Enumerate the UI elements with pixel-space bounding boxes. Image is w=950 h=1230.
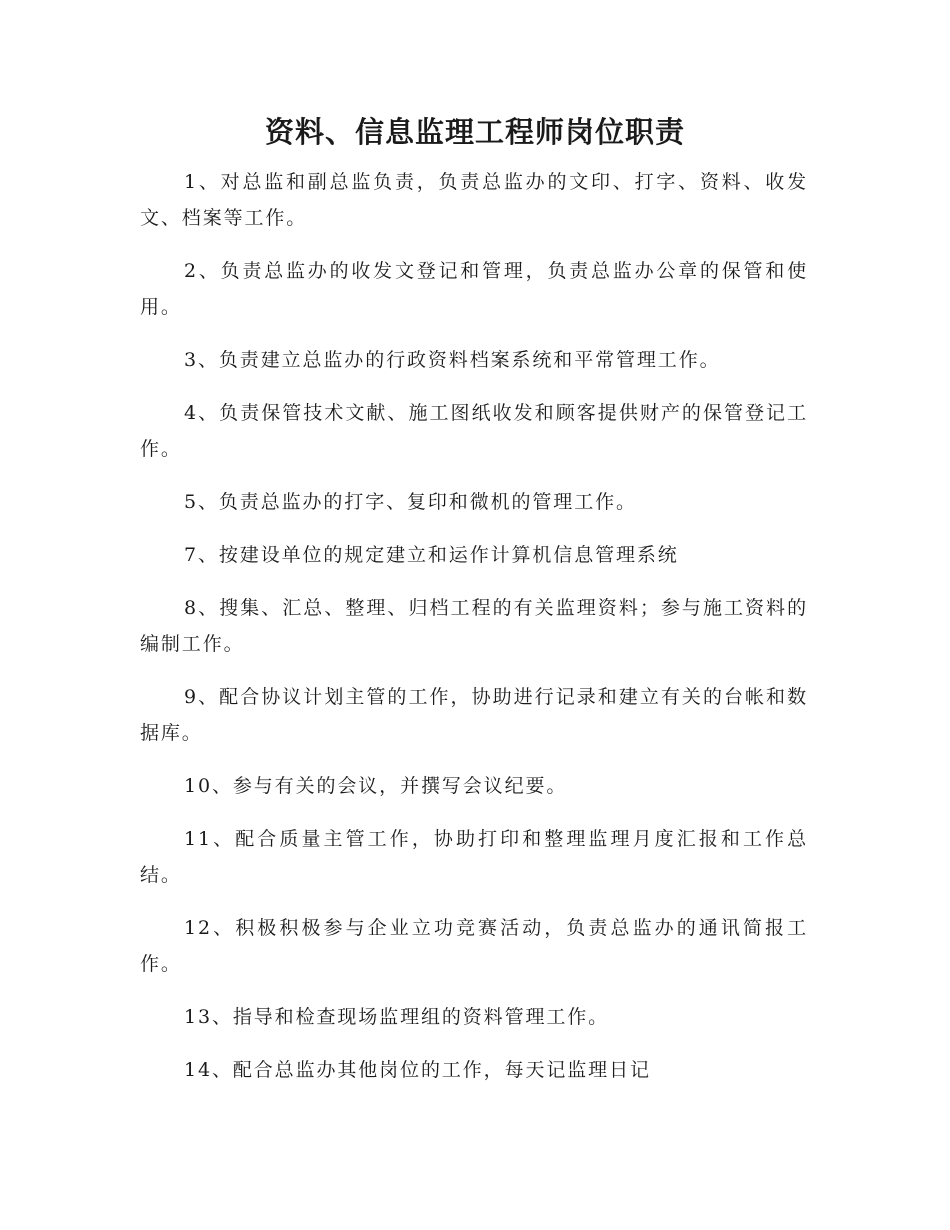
duty-item-7: 7、按建设单位的规定建立和运作计算机信息管理系统 [184,544,679,566]
document-title: 资料、信息监理工程师岗位职责 [264,115,685,149]
duty-item-9: 9、配合协议计划主管的工作，协助进行记录和建立有关的台帐和数据库。 [140,686,808,744]
duty-item-2: 2、负责总监办的收发文登记和管理，负责总监办公章的保管和使用。 [140,260,808,318]
duty-item-8: 8、搜集、汇总、整理、归档工程的有关监理资料；参与施工资料的编制工作。 [140,597,808,655]
duty-item-13: 13、指导和检查现场监理组的资料管理工作。 [184,1006,610,1028]
duty-item-5: 5、负责总监办的打字、复印和微机的管理工作。 [184,491,637,513]
duty-item-4: 4、负责保管技术文献、施工图纸收发和顾客提供财产的保管登记工作。 [140,402,808,460]
duty-item-10: 10、参与有关的会议，并撰写会议纪要。 [184,775,568,797]
duty-item-3: 3、负责建立总监办的行政资料档案系统和平常管理工作。 [184,349,721,371]
duty-item-11: 11、配合质量主管工作，协助打印和整理监理月度汇报和工作总结。 [140,828,808,886]
duty-list [140,164,808,1105]
duty-item-14: 14、配合总监办其他岗位的工作，每天记监理日记 [184,1059,651,1081]
duty-item-1: 1、对总监和副总监负责，负责总监办的文印、打字、资料、收发文、档案等工作。 [140,171,808,229]
duty-item-12: 12、积极积极参与企业立功竞赛活动，负责总监办的通讯简报工作。 [140,917,808,975]
